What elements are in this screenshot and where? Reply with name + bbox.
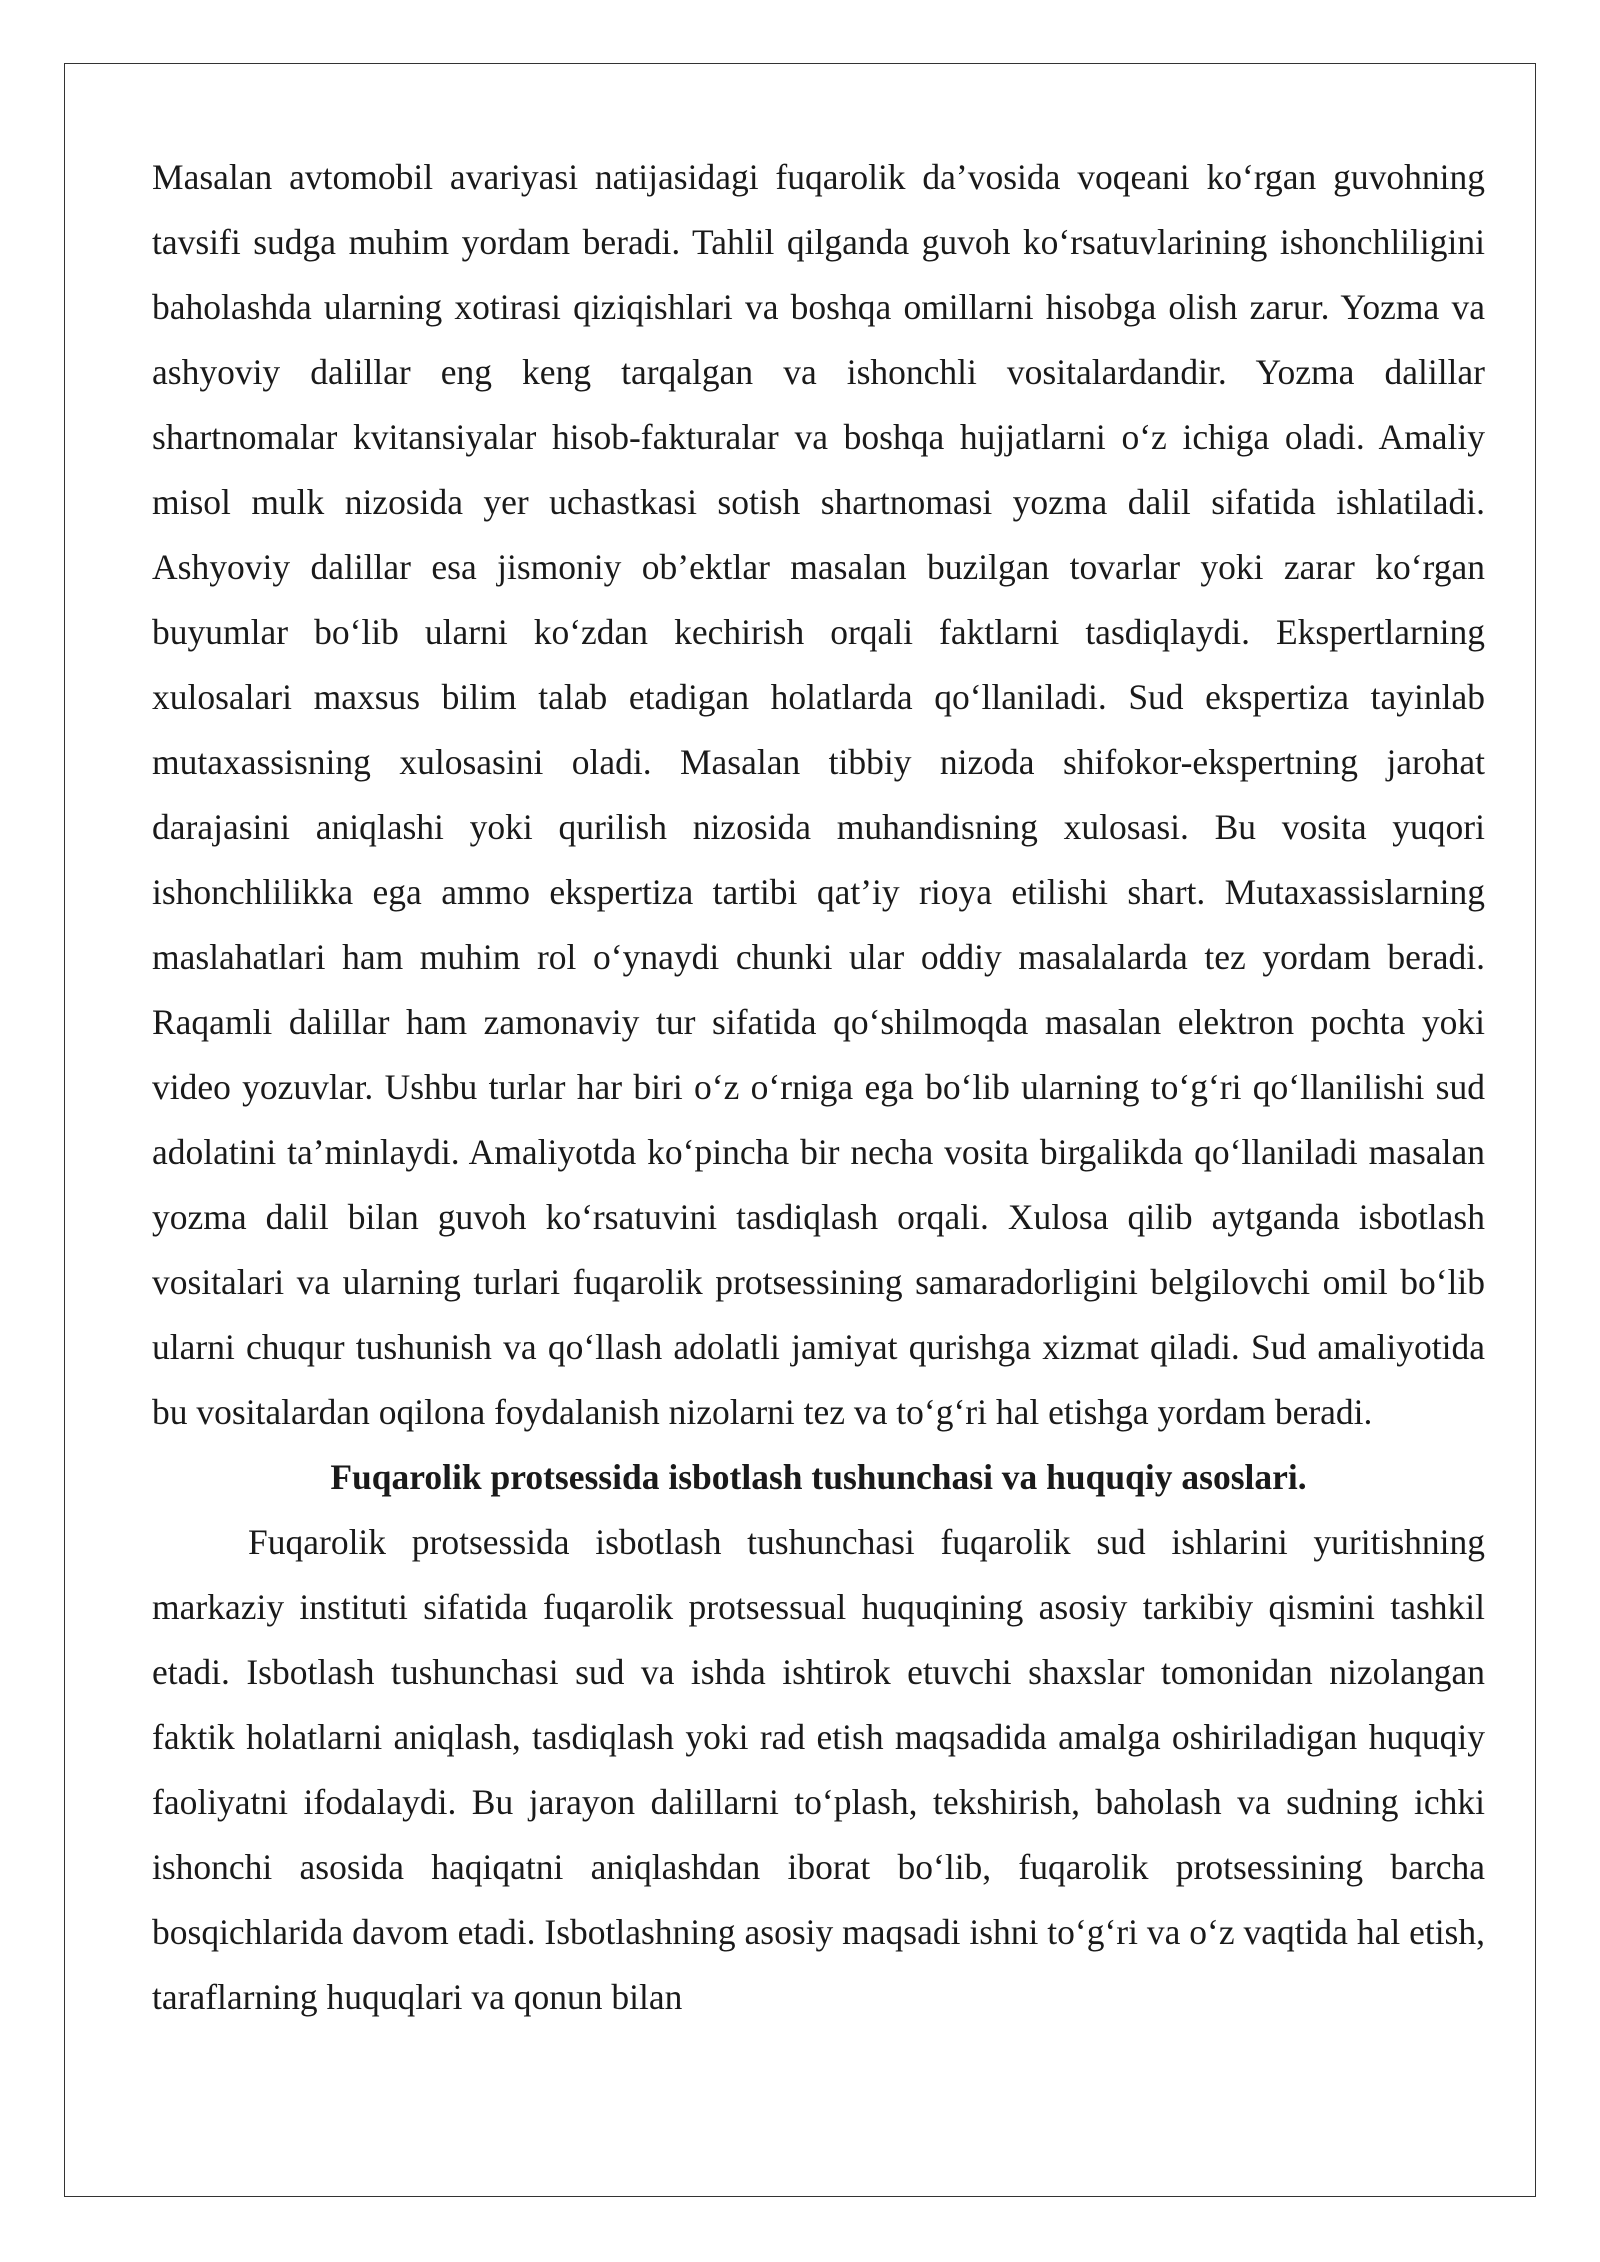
body-paragraph-2: Fuqarolik protsessida isbotlash tushunchasi fuqarolik sud ishlarini yuritishning markaziy instituti sifatida fuqarolik protsessual huquqining asosiy tarkibiy qismini tashkil etadi. Isbotlash tushunchasi sud va ishda ishtirok etuvchi shaxslar tomonidan nizolangan faktik holatlarni aniqlash, tasdiqlash yoki rad etish maqsadida amalga oshiriladigan huquqiy faoliyatni ifodalaydi. Bu jarayon dalillarni to‘plash, tekshirish, baholash va sudning ichki ishonchi asosida haqiqatni aniqlashdan iborat bo‘lib, fuqarolik protsessining barcha bosqichlarida davom etadi. Isbotlashning asosiy maqsadi ishni to‘g‘ri va o‘z vaqtida hal etish, taraflarning huquqlari va qonun bilan <box>152 1522 1485 2017</box>
body-paragraph-1: Masalan avtomobil avariyasi natijasidagi fuqarolik da’vosida voqeani ko‘rgan guvohning tavsifi sudga muhim yordam beradi. Tahlil qilganda guvoh ko‘rsatuvlarining ishonchliligini baholashda ularning xotirasi qiziqishlari va boshqa omillarni hisobga olish zarur. Yozma va ashyoviy dalillar eng keng tarqalgan va ishonchli vositalardandir. Yozma dalillar shartnomalar kvitansiyalar hisob-fakturalar va boshqa hujjatlarni o‘z ichiga oladi. Amaliy misol mulk nizosida yer uchastkasi sotish shartnomasi yozma dalil sifatida ishlatiladi. Ashyoviy dalillar esa jismoniy ob’ektlar masalan buzilgan tovarlar yoki zarar ko‘rgan buyumlar bo‘lib ularni ko‘zdan kechirish orqali faktlarni tasdiqlaydi. Ekspertlarning xulosalari maxsus bilim talab etadigan holatlarda qo‘llaniladi. Sud ekspertiza tayinlab mutaxassisning xulosasini oladi. Masalan tibbiy nizoda shifokor-ekspertning jarohat darajasini aniqlashi yoki qurilish nizosida muhandisning xulosasi. Bu vosita yuqori ishonchlilikka ega ammo ekspertiza tartibi qat’iy rioya etilishi shart. Mutaxassislarning maslahatlari ham muhim rol o‘ynaydi chunki ular oddiy masalalarda tez yordam beradi. Raqamli dalillar ham zamonaviy tur sifatida qo‘shilmoqda masalan elektron pochta yoki video yozuvlar. Ushbu turlar har biri o‘z o‘rniga ega bo‘lib ularning to‘g‘ri qo‘llanilishi sud adolatini ta’minlaydi. Amaliyotda ko‘pincha bir necha vosita birgalikda qo‘llaniladi masalan yozma dalil bilan guvoh ko‘rsatuvini tasdiqlash orqali. Xulosa qilib aytganda isbotlash vositalari va ularning turlari fuqarolik protsessining samaradorligini belgilovchi omil bo‘lib ularni chuqur tushunish va qo‘llash adolatli jamiyat qurishga xizmat qiladi. Sud amaliyotida bu vositalardan oqilona foydalanish nizolarni tez va to‘g‘ri hal etishga yordam beradi. <box>152 157 1485 1432</box>
section-heading: Fuqarolik protsessida isbotlash tushunchasi va huquqiy asoslari. <box>330 1457 1307 1497</box>
document-body <box>152 145 1485 2030</box>
